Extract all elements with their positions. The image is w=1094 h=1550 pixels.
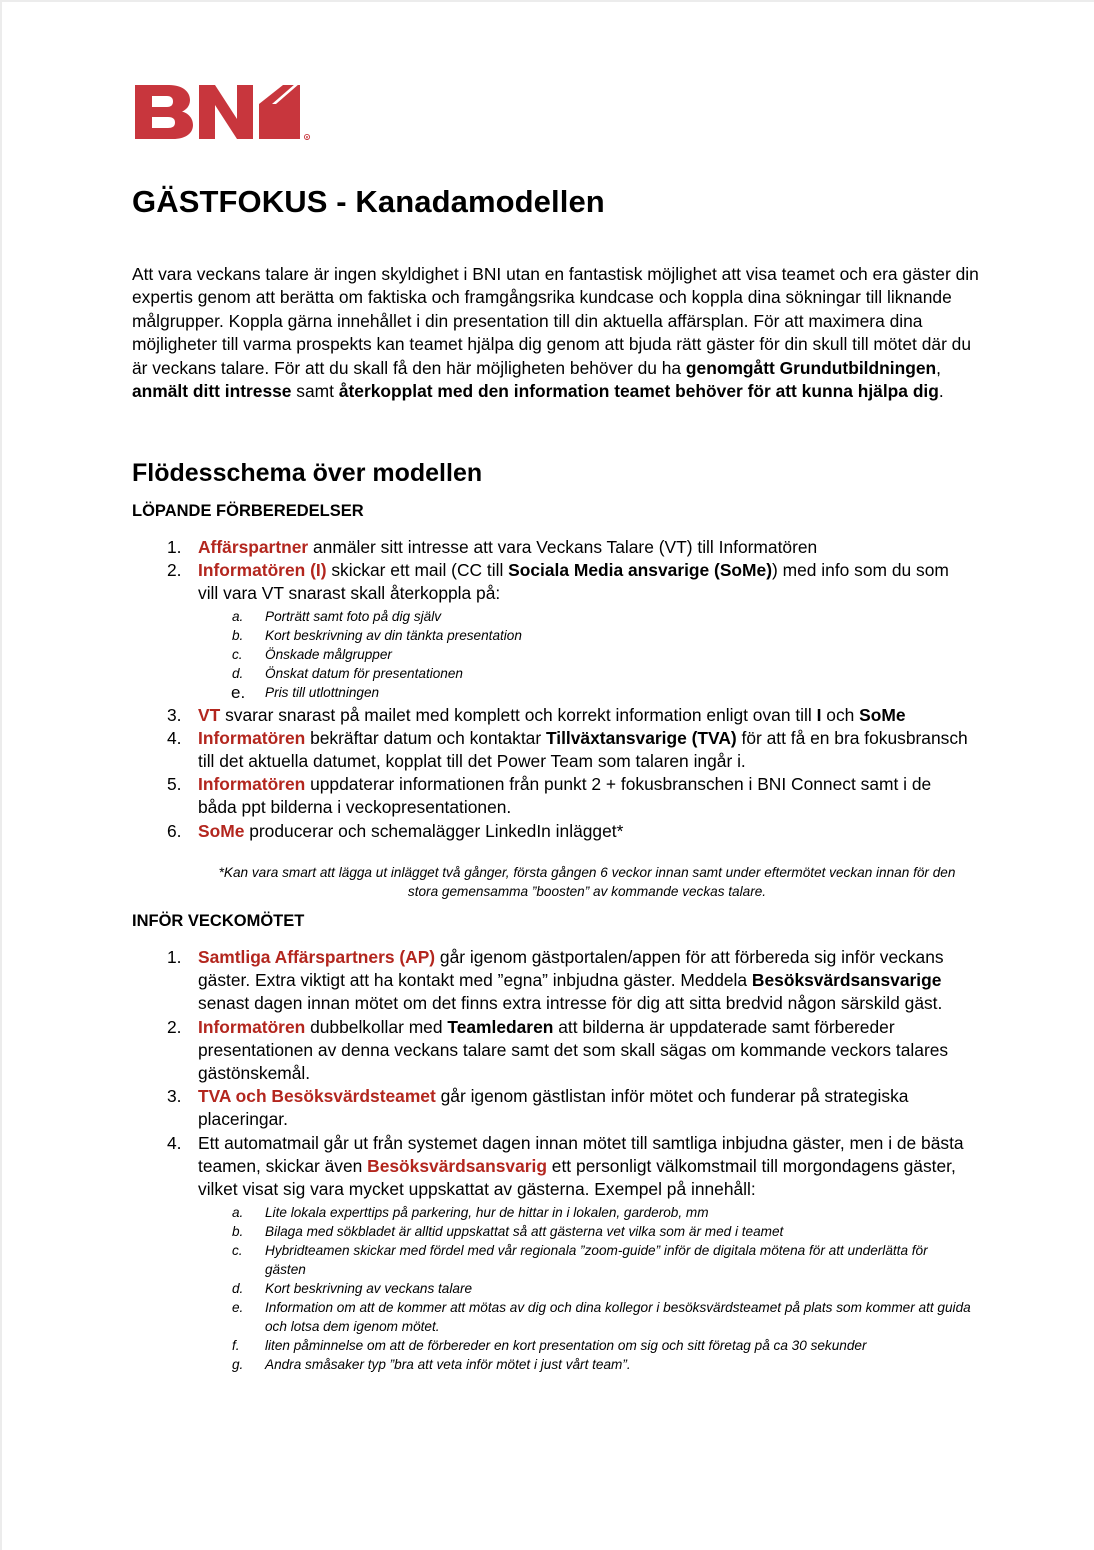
- list-item: [132, 559, 972, 701]
- bold-term: I: [816, 704, 822, 725]
- item-number: 3.: [167, 704, 182, 725]
- sub-text: Önskade målgrupper: [265, 646, 392, 662]
- intro-paragraph: [132, 263, 982, 403]
- item-number: 1.: [167, 537, 182, 557]
- sub-list-item: [198, 626, 972, 645]
- role-label: TVA och Besöksvärdsteamet: [198, 1086, 436, 1107]
- sub-letter: f.: [232, 1338, 240, 1354]
- item-text: att bilderna är uppdaterade samt förbereder presentationen av denna veckans talare samt det som skall sägas om kommande veckors talares gästönskemål.: [198, 1016, 949, 1084]
- role-label: VT: [198, 704, 221, 725]
- item-text: uppdaterar informationen från punkt 2 + fokusbranschen i BNI Connect samt i de båda ppt bilderna i veckopresentationen.: [198, 774, 932, 818]
- sub-list-item: [198, 1241, 972, 1279]
- sub-list-item: [198, 1279, 972, 1298]
- list-item: [132, 946, 972, 1016]
- item-text: skickar ett mail (CC till: [326, 560, 509, 581]
- sub-text: Kort beskrivning av veckans talare: [265, 1281, 473, 1297]
- bold-term: Tillväxtansvarige (TVA): [545, 727, 737, 748]
- intro-text: ,: [936, 357, 941, 378]
- sub-letter: e.: [232, 1300, 244, 1316]
- bold-term: Teamledaren: [447, 1016, 554, 1037]
- sub-text: Information om att de kommer att mötas av dig och dina kollegor i besöksvärdsteamet på plats som kommer att guida och lotsa dem igenom mötet.: [265, 1300, 971, 1335]
- sub-list-item: [198, 1336, 972, 1355]
- role-label: Informatören: [198, 774, 306, 795]
- bold-term: Besöksvärdsansvarige: [751, 970, 942, 991]
- item-number: 2.: [167, 1016, 182, 1037]
- item-number: 2.: [167, 560, 182, 581]
- role-label: Samtliga Affärspartners (AP): [198, 947, 436, 967]
- item-text: för att få en bra fokusbransch till det aktuella datumet, kopplat till det Power Team som talaren ingår i.: [198, 727, 968, 772]
- sub-text: Lite lokala experttips på parkering, hur de hittar in i lokalen, garderob, mm: [265, 1205, 709, 1221]
- item-text: svarar snarast på mailet med komplett och korrekt information enligt ovan till: [220, 704, 817, 725]
- sub-text: Bilaga med sökbladet är alltid uppskattat så att gästerna vet vilka som är med i teamet: [265, 1224, 784, 1240]
- sub-list: [198, 607, 972, 702]
- intro-text: samt: [291, 381, 339, 402]
- list-item: [132, 1085, 972, 1131]
- sub-list-item: [198, 1298, 972, 1336]
- item-number: 4.: [167, 727, 182, 748]
- list-item: [132, 773, 972, 819]
- item-text: och: [821, 704, 860, 725]
- list-item: [132, 727, 972, 773]
- bold-term: Sociala Media ansvarige (SoMe): [508, 560, 773, 581]
- sub-letter: d.: [232, 665, 244, 681]
- item-text: senast dagen innan mötet om det finns extra intresse för dig att sitta bredvid någon särskild gäst.: [198, 993, 943, 1014]
- sub-text: Porträtt samt foto på dig själv: [265, 608, 442, 624]
- flow-heading: Flödesschema över modellen: [132, 459, 483, 487]
- role-label: Informatören: [198, 1016, 306, 1037]
- intro-text: .: [938, 381, 944, 402]
- sub-list-item: [198, 683, 972, 702]
- item-number: 6.: [167, 820, 182, 841]
- sub-letter: a.: [232, 1205, 244, 1221]
- item-text: producerar och schemalägger LinkedIn inlägget*: [244, 820, 624, 841]
- role-label: Informatören: [198, 727, 306, 748]
- item-text: ett personligt välkomstmail till morgondagens gäster, vilket visat sig vara mycket uppskattat av gästerna. Exempel på innehåll:: [198, 1155, 956, 1200]
- intro-bold-aterkopplat: återkopplat med den information teamet behöver för att kunna hjälpa dig: [338, 381, 939, 402]
- item-text: bekräftar datum och kontaktar: [305, 727, 546, 748]
- sub-letter: b.: [232, 627, 244, 643]
- item-number: 4.: [167, 1132, 182, 1153]
- intro-bold-intresse: anmält ditt intresse: [132, 381, 292, 402]
- item-text: ) med info som du som vill vara VT snarast skall återkoppla på:: [198, 560, 949, 604]
- role-label: Informatören (I): [198, 560, 327, 581]
- sub-text: Önskat datum för presentationen: [265, 665, 463, 681]
- list-item: [132, 1016, 972, 1086]
- item-number: 1.: [167, 947, 182, 967]
- intro-text: Att vara veckans talare är ingen skyldighet i BNI utan en fantastisk möjlighet att visa teamet och era gäster din expertis genom att berätta om faktiska och framgångsrika kundcase och koppla dina sökningar till liknande målgrupper. Koppla gärna innehållet i din presentation till din aktuella affärsplan. För att maximera dina möjligheter till varma prospekts kan teamet hjälpa dig genom att bjuda rätt gäster för din skull till mötet där du är veckans talare. För att du skall få den här möjligheten behöver du ha: [132, 264, 979, 378]
- svg-text:R: R: [305, 135, 309, 140]
- footnote: *Kan vara smart att lägga ut inlägget två gånger, första gången 6 veckor innan samt under eftermötet veckan innan för den stora gemensamma ”boosten” av kommande veckas talare.: [218, 865, 956, 899]
- role-label: Affärspartner: [198, 537, 309, 557]
- logo-letter-b: [135, 85, 193, 139]
- bold-term: SoMe: [859, 704, 906, 725]
- sub-list-item: [198, 645, 972, 664]
- sub-letter: e.: [231, 682, 246, 702]
- sub-list-item: [198, 1222, 972, 1241]
- item-text: går igenom gästlistan inför mötet och funderar på strategiska placeringar.: [198, 1086, 909, 1130]
- logo-letter-n: [199, 85, 253, 139]
- sub-letter: a.: [232, 608, 244, 624]
- list-item: [132, 820, 972, 843]
- sub-text: Hybridteamen skickar med fördel med vår regionala ”zoom-guide” inför de digitala mötena för att underlätta för gästen: [265, 1243, 928, 1278]
- document-title: GÄSTFOKUS - Kanadamodellen: [132, 184, 605, 219]
- list-item: [132, 704, 972, 727]
- sub-letter: d.: [232, 1281, 244, 1297]
- item-text: Ett automatmail går ut från systemet dagen innan mötet till samtliga inbjudna gäster, men i de bästa teamen, skickar även: [198, 1132, 964, 1176]
- sub-letter: b.: [232, 1224, 244, 1240]
- sub-text: Pris till utlottningen: [265, 684, 380, 700]
- item-number: 5.: [167, 774, 182, 795]
- item-text: går igenom gästportalen/appen för att förbereda sig inför veckans gäster. Extra viktigt att ha kontakt med ”egna” inbjudna gäster. Meddela: [198, 947, 944, 991]
- sub-letter: c.: [232, 1243, 243, 1259]
- logo-letter-i: [259, 85, 300, 139]
- sub-letter: c.: [232, 646, 243, 662]
- role-label: SoMe: [198, 820, 245, 841]
- sub-text: Kort beskrivning av din tänkta presentation: [265, 627, 522, 643]
- item-number: 3.: [167, 1086, 182, 1107]
- section-heading-lopande: LÖPANDE FÖRBEREDELSER: [132, 502, 364, 520]
- section-heading-infor-veckomotet: INFÖR VECKOMÖTET: [132, 912, 305, 930]
- sub-list-item: [198, 1355, 972, 1374]
- intro-bold-grundutbildningen: genomgått Grundutbildningen: [685, 357, 937, 378]
- item-text: dubbelkollar med: [305, 1016, 448, 1037]
- sub-text: Andra småsaker typ ”bra att veta inför mötet i just vårt team”.: [265, 1357, 631, 1373]
- sub-list-item: [198, 1203, 972, 1222]
- sub-list: [198, 1203, 972, 1374]
- role-label: Besöksvärdsansvarig: [367, 1155, 547, 1176]
- sub-letter: g.: [232, 1357, 244, 1373]
- section1-list: [132, 536, 972, 843]
- list-item: [132, 1132, 972, 1375]
- section2-list: [132, 946, 972, 1374]
- sub-text: liten påminnelse om att de förbereder en kort presentation om sig och sitt företag på ca 30 sekunder: [265, 1338, 867, 1354]
- sub-list-item: [198, 607, 972, 626]
- item-text: anmäler sitt intresse att vara Veckans Talare (VT) till Informatören: [308, 537, 818, 557]
- sub-list-item: [198, 664, 972, 683]
- list-item: [132, 536, 972, 559]
- bni-logo: [135, 82, 315, 140]
